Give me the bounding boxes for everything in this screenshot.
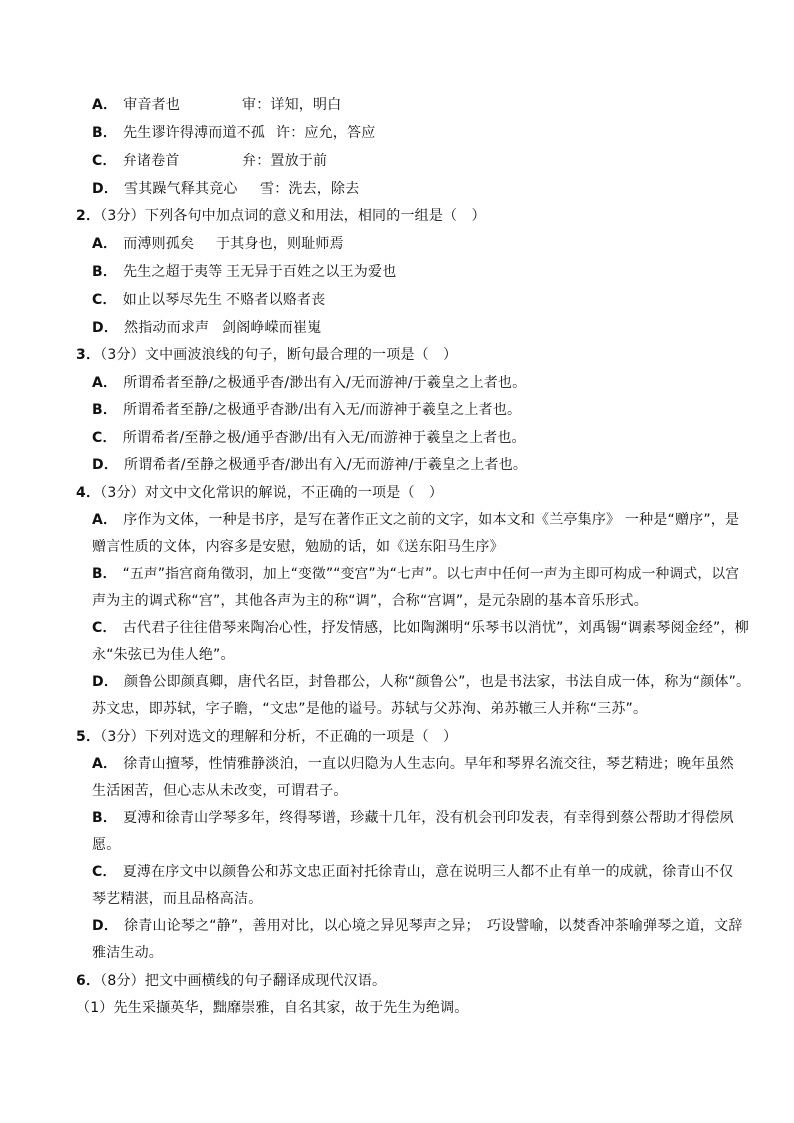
option-text: 所谓希者/至静之极/通乎杳渺/出有入无/而游神于羲皇之上者也。 bbox=[122, 430, 526, 446]
q5-option-c-line2: 琴艺精湛，而且品格高洁。 bbox=[92, 891, 263, 907]
option-label: A． bbox=[92, 512, 118, 528]
option-label: A． bbox=[92, 375, 118, 391]
q2-stem bbox=[76, 207, 486, 225]
option-label: D． bbox=[92, 918, 119, 934]
option-label: D． bbox=[92, 457, 119, 473]
q5-option-a-line1 bbox=[92, 755, 734, 773]
q4-option-c-line1 bbox=[92, 619, 749, 637]
q3-stem bbox=[76, 346, 457, 364]
q2-option-d-second: 剑阁峥嵘而崔嵬 bbox=[222, 320, 322, 336]
q2-option-a bbox=[92, 235, 194, 253]
q4-option-b-line1 bbox=[92, 565, 739, 583]
q1-option-a bbox=[92, 96, 180, 114]
option-text: 雪其躁气释其竞心 bbox=[124, 181, 238, 197]
q2-option-b bbox=[92, 263, 222, 281]
question-stem: （8分）把文中画横线的句子翻译成现代汉语。 bbox=[100, 973, 387, 989]
option-text: 审音者也 bbox=[123, 97, 181, 113]
option-label: A． bbox=[92, 756, 118, 772]
q4-stem bbox=[76, 484, 443, 502]
q1-option-a-note: 审：详知，明白 bbox=[242, 97, 342, 113]
q5-option-c-line1 bbox=[92, 863, 733, 881]
q2-option-c-second: 不赂者以赂者丧 bbox=[226, 292, 326, 308]
option-text: 徐青山擅琴，性情雅静淡泊，一直以归隐为人生志向。早年和琴界名流交往，琴艺精进；晚年虽然 bbox=[123, 756, 734, 772]
option-label: B． bbox=[92, 810, 118, 826]
q2-option-a-second: 于其身也，则耻师焉 bbox=[216, 236, 344, 252]
q2-option-c bbox=[92, 291, 222, 309]
option-label: B． bbox=[92, 402, 118, 418]
question-number: 2． bbox=[76, 208, 101, 224]
option-text: 先生谬许得溥而道不孤 bbox=[123, 125, 266, 141]
q4-option-a-line1 bbox=[92, 511, 739, 529]
option-text: 颜鲁公即颜真卿，唐代名臣，封鲁郡公，人称“颜鲁公”，也是书法家，书法自成一体，称为“颜体”。 bbox=[124, 674, 751, 690]
option-text: 而溥则孤矣 bbox=[123, 236, 195, 252]
option-text: 徐青山论琴之“静”，善用对比，以心境之异见琴声之异； 巧设譬喻，以焚香冲茶喻弹琴之道，文辞 bbox=[124, 918, 743, 934]
q5-option-b-line1 bbox=[92, 809, 734, 827]
question-stem: （3分）文中画波浪线的句子，断句最合理的一项是（ ） bbox=[100, 347, 458, 363]
option-label: A． bbox=[92, 97, 118, 113]
option-text: 如止以琴尽先生 bbox=[122, 292, 223, 308]
option-text: 古代君子往往借琴来陶冶心性，抒发情感，比如陶渊明“乐琴书以消忧”，刘禹锡“调素琴阅金经”，柳 bbox=[122, 620, 749, 636]
q4-option-b-line2: 声为主的调式称“宫”，其他各声为主的称“调”，合称“宫调”，是元杂剧的基本音乐形式。 bbox=[92, 593, 648, 609]
q1-option-b-note: 许：应允，答应 bbox=[276, 125, 376, 141]
q1-option-c bbox=[92, 152, 180, 170]
q5-option-b-line2: 愿。 bbox=[92, 837, 121, 853]
option-label: D． bbox=[92, 181, 119, 197]
q3-option-d bbox=[92, 456, 527, 474]
q3-option-a bbox=[92, 374, 526, 392]
option-label: C． bbox=[92, 153, 117, 169]
option-label: D． bbox=[92, 320, 119, 336]
option-label: D． bbox=[92, 674, 119, 690]
option-text: 序作为文体，一种是书序，是写在著作正文之前的文字，如本文和《兰亭集序》 一种是“赠序”，是 bbox=[123, 512, 740, 528]
question-stem: （3分）下列对选文的理解和分析，不正确的一项是（ ） bbox=[100, 729, 458, 745]
q3-option-b bbox=[92, 401, 521, 419]
option-label: B． bbox=[92, 125, 118, 141]
option-label: C． bbox=[92, 430, 117, 446]
option-label: B． bbox=[92, 566, 117, 582]
option-text: “五声”指宫商角徵羽，加上“变徵”“变宫”为“七声”。以七声中任何一声为主即可构成一种调式，以宫 bbox=[122, 566, 740, 582]
option-label: B． bbox=[92, 264, 118, 280]
q1-option-d-note: 雪：洗去，除去 bbox=[260, 181, 360, 197]
option-label: C． bbox=[92, 864, 117, 880]
question-number: 5． bbox=[76, 729, 101, 745]
q5-option-a-line2: 生活困苦，但心志从未改变，可谓君子。 bbox=[92, 783, 348, 799]
q2-option-d bbox=[92, 319, 209, 337]
option-label: C． bbox=[92, 620, 117, 636]
q4-option-a-line2: 赠言性质的文体，内容多是安慰，勉励的话，如《送东阳马生序》 bbox=[92, 539, 504, 555]
q4-option-d-line2: 苏文忠，即苏轼，字子瞻，“文忠”是他的谥号。苏轼与父苏洵、弟苏辙三人并称“三苏”。 bbox=[92, 701, 648, 717]
option-text: 所谓希者至静/之极通乎杳渺/出有入无/而游神于羲皇之上者也。 bbox=[123, 402, 522, 418]
q6-stem bbox=[76, 972, 386, 990]
option-label: C． bbox=[92, 292, 117, 308]
q6-subquestion-1: （1）先生采撷英华，黜靡崇雅，自名其家，故于先生为绝调。 bbox=[76, 1000, 469, 1016]
question-number: 3． bbox=[76, 347, 101, 363]
q1-option-d bbox=[92, 180, 238, 198]
question-stem: （3分）对文中文化常识的解说，不正确的一项是（ ） bbox=[100, 485, 444, 501]
option-text: 弁诸卷首 bbox=[122, 153, 180, 169]
q5-option-d-line2: 雅洁生动。 bbox=[92, 945, 163, 961]
q1-option-b bbox=[92, 124, 265, 142]
option-text: 夏溥和徐青山学琴多年，终得琴谱，珍藏十几年，没有机会刊印发表，有幸得到蔡公帮助才得偿夙 bbox=[123, 810, 734, 826]
q3-option-c bbox=[92, 429, 526, 447]
q5-option-d-line1 bbox=[92, 917, 743, 935]
option-text: 所谓希者/至静之极通乎杳/渺出有入/无而游神/于羲皇之上者也。 bbox=[124, 457, 528, 473]
option-text: 然指动而求声 bbox=[124, 320, 210, 336]
q2-option-b-second: 王无异于百姓之以王为爱也 bbox=[226, 264, 397, 280]
question-number: 6． bbox=[76, 973, 101, 989]
option-text: 夏溥在序文中以颜鲁公和苏文忠正面衬托徐青山，意在说明三人都不止有单一的成就，徐青山不仅 bbox=[122, 864, 734, 880]
question-number: 4． bbox=[76, 485, 101, 501]
q4-option-c-line2: 永“朱弦已为佳人绝”。 bbox=[92, 647, 235, 663]
option-label: A． bbox=[92, 236, 118, 252]
q5-stem bbox=[76, 728, 457, 746]
option-text: 先生之超于夷等 bbox=[123, 264, 223, 280]
q4-option-d-line1 bbox=[92, 673, 750, 691]
question-stem: （3分）下列各句中加点词的意义和用法，相同的一组是（ ） bbox=[100, 208, 486, 224]
q1-option-c-note: 弁：置放于前 bbox=[242, 153, 328, 169]
option-text: 所谓希者至静/之极通乎杳/渺出有入/无而游神/于羲皇之上者也。 bbox=[123, 375, 527, 391]
